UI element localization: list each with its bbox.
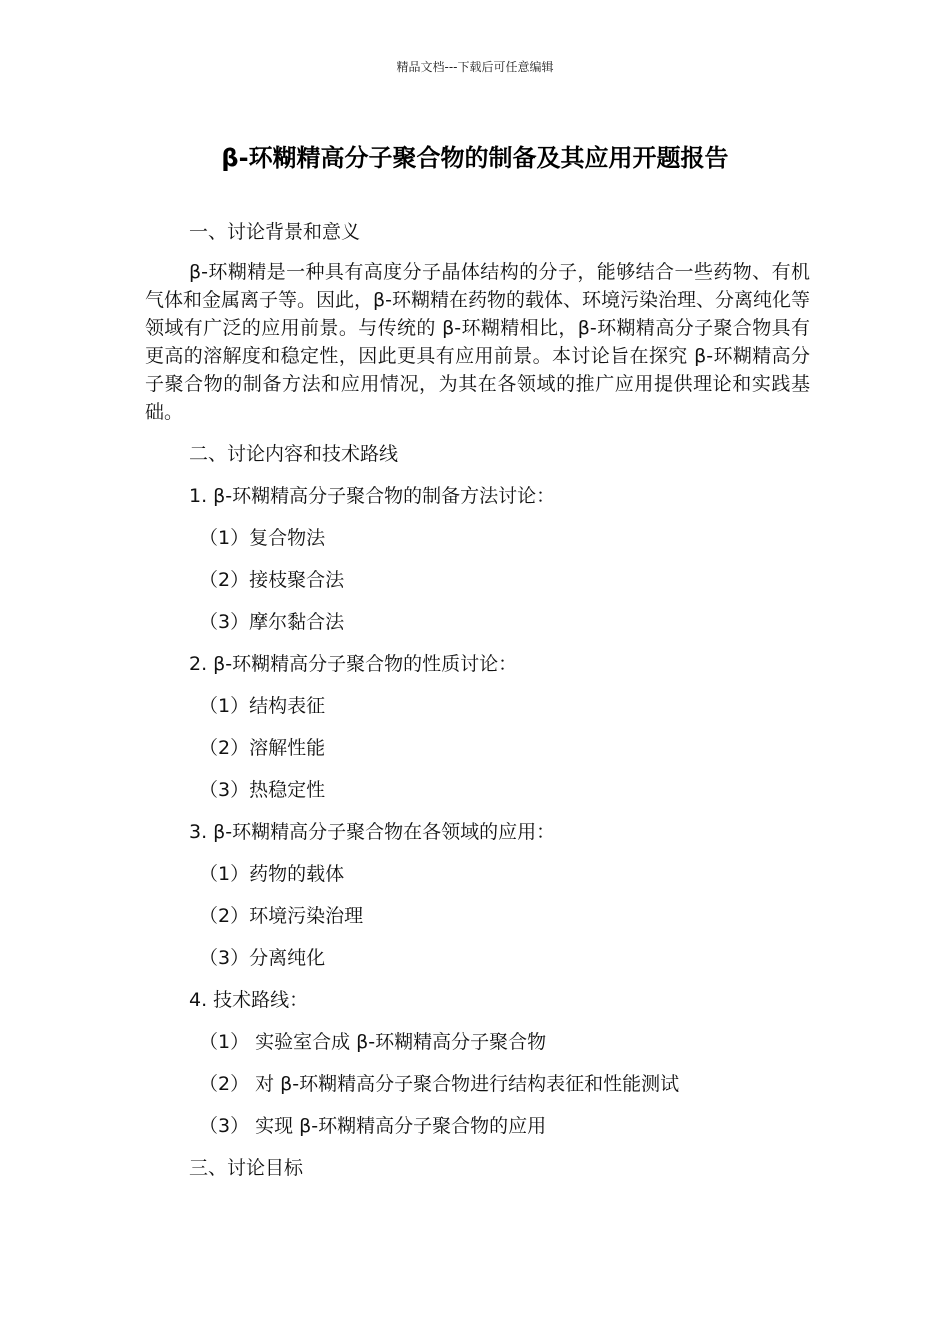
item-properties: 2. β-环糊精高分子聚合物的性质讨论： [189,653,518,675]
sub-item: （1） 实验室合成 β-环糊精高分子聚合物 [199,1031,547,1053]
sub-item: （2）环境污染治理 [199,905,364,927]
sub-item: （3）摩尔黏合法 [199,611,345,633]
section-heading-background: 一、讨论背景和意义 [189,221,361,243]
sub-item: （3） 实现 β-环糊精高分子聚合物的应用 [199,1115,547,1137]
item-technical-route: 4. 技术路线： [189,989,309,1011]
background-paragraph: β-环糊精是一种具有高度分子晶体结构的分子，能够结合一些药物、有机气体和金属离子等。因此，β-环糊精在药物的载体、环境污染治理、分离纯化等领域有广泛的应用前景。与传统的 β-环糊精相比，β-环糊精高分子聚合物具有更高的溶解度和稳定性，因此更具有应用前景。本讨论旨在探究 β-环糊精高分子聚合物的制备方法和应用情况，为其在各领域的推广应用提供理论和实践基础。 [145,261,810,423]
sub-item: （1）药物的载体 [199,863,345,885]
item-applications: 3. β-环糊精高分子聚合物在各领域的应用： [189,821,556,843]
sub-item: （3）热稳定性 [199,779,326,801]
document-body [145,216,810,1182]
section-heading-content: 二、讨论内容和技术路线 [189,443,399,465]
sub-item: （1）结构表征 [199,695,326,717]
sub-item: （1）复合物法 [199,527,326,549]
sub-item: （2）接枝聚合法 [199,569,345,591]
sub-item: （2）溶解性能 [199,737,326,759]
item-preparation-methods: 1. β-环糊精高分子聚合物的制备方法讨论： [189,485,556,507]
document-title: β-环糊精高分子聚合物的制备及其应用开题报告 [221,144,729,172]
sub-item: （2） 对 β-环糊精高分子聚合物进行结构表征和性能测试 [199,1073,680,1095]
header-note: 精品文档---下载后可任意编辑 [396,60,554,74]
sub-item: （3）分离纯化 [199,947,326,969]
section-heading-objectives: 三、讨论目标 [189,1157,304,1179]
